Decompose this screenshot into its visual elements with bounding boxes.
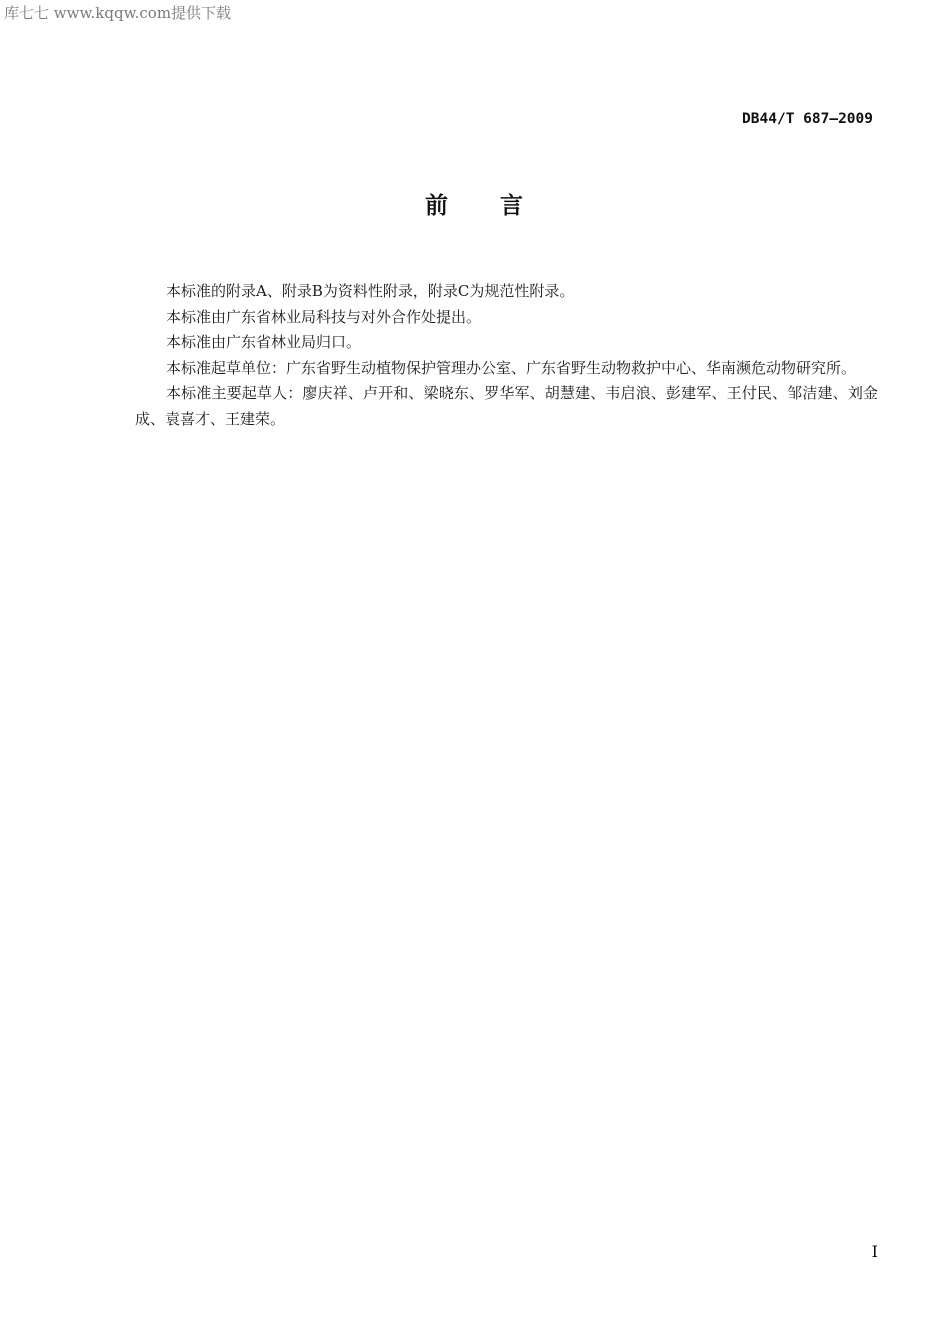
paragraph-drafters: 本标准主要起草人：廖庆祥、卢开和、梁晓东、罗华军、胡慧建、韦启浪、彭建军、王付民、邹洁建、刘金成、袁喜才、王建荣。	[135, 384, 878, 428]
watermark-text: 库七七 www.kqqw.com提供下载	[4, 4, 232, 22]
paragraph-proposer: 本标准由广东省林业局科技与对外合作处提出。	[166, 307, 482, 326]
paragraph-administrator: 本标准由广东省林业局归口。	[166, 333, 362, 351]
foreword-body	[135, 279, 878, 432]
page-title: 前言	[425, 193, 575, 219]
standard-code: DB44/T 687—2009	[742, 111, 873, 127]
paragraph-appendix: 本标准的附录A、附录B为资料性附录，附录C为规范性附录。	[166, 282, 575, 300]
paragraph-drafting-units: 本标准起草单位：广东省野生动植物保护管理办公室、广东省野生动物救护中心、华南濒危动物研究所。	[166, 358, 857, 377]
page-number: I	[871, 1242, 878, 1261]
